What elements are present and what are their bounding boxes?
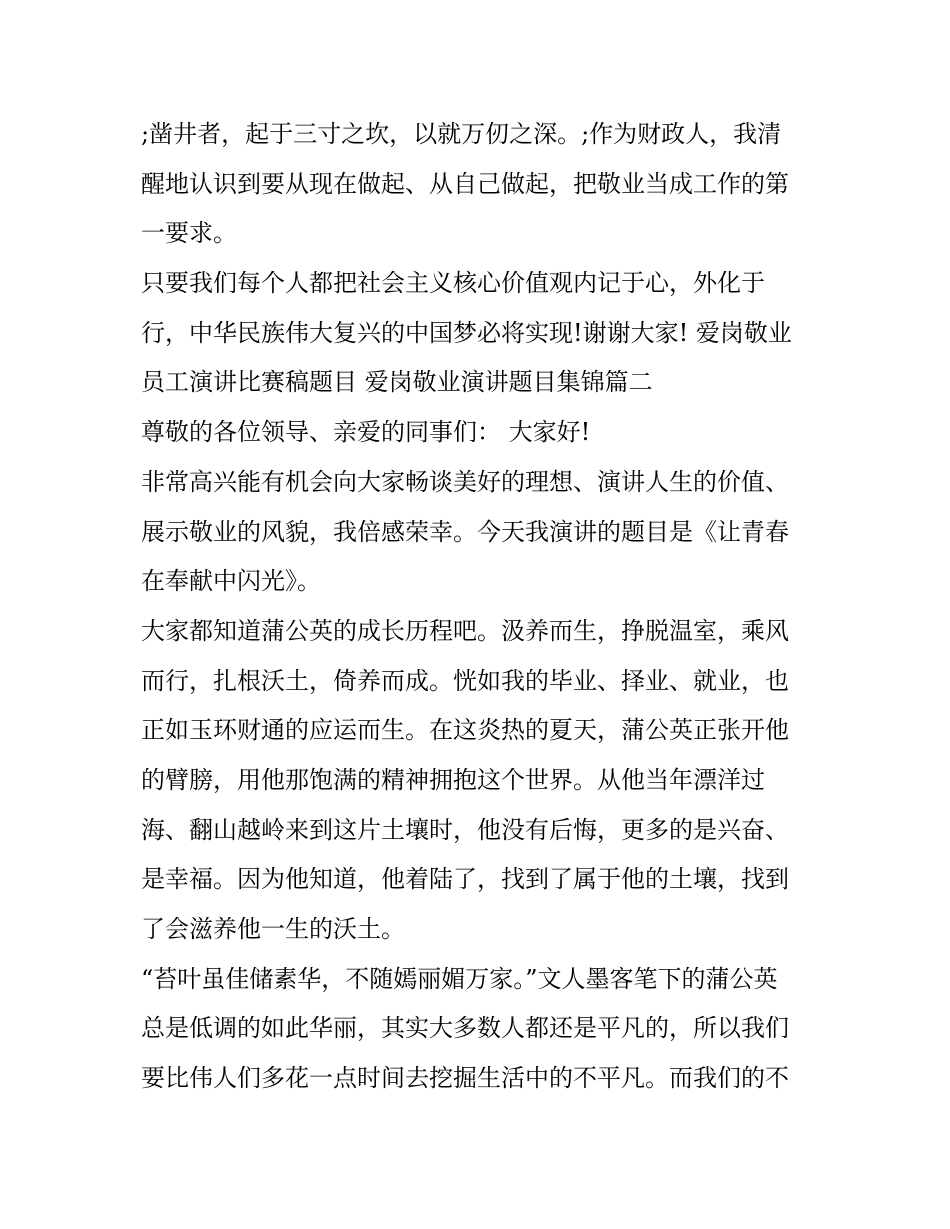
text-line: 了会滋养他一生的沃土。 bbox=[141, 915, 405, 943]
text-line: 海、翻山越岭来到这片土壤时，他没有后悔，更多的是兴奋、 bbox=[141, 815, 789, 844]
text-line: 总是低调的如此华丽，其实大多数人都还是平凡的，所以我们 bbox=[141, 1014, 789, 1043]
text-line: 正如玉环财通的应运而生。在这炎热的夏天，蒲公英正张开他 bbox=[141, 716, 789, 745]
text-line: 员工演讲比赛稿题目 爱岗敬业演讲题目集锦篇二 bbox=[141, 368, 653, 397]
text-line: 在奉献中闪光》。 bbox=[141, 567, 321, 596]
text-line: 而行，扎根沃土，倚养而成。恍如我的毕业、择业、就业，也 bbox=[141, 666, 789, 695]
text-line: 展示敬业的风貌，我倍感荣幸。今天我演讲的题目是《让青春 bbox=[141, 517, 789, 546]
text-line: 非常高兴能有机会向大家畅谈美好的理想、演讲人生的价值、 bbox=[141, 467, 789, 496]
text-line: ;凿井者，起于三寸之坎，以就万仞之深。;作为财政人，我清 bbox=[141, 120, 782, 148]
text-line: 要比伟人们多花一点时间去挖掘生活中的不平凡。而我们的不 bbox=[141, 1064, 789, 1093]
text-line: 是幸福。因为他知道，他着陆了，找到了属于他的土壤，找到 bbox=[141, 865, 789, 894]
text-line: “苔叶虽佳储素华，不随嫣丽媚万家。”文人墨客笔下的蒲公英 bbox=[141, 964, 778, 993]
text-line: 的臂膀，用他那饱满的精神拥抱这个世界。从他当年漂洋过 bbox=[141, 765, 765, 794]
text-line: 一要求。 bbox=[141, 219, 237, 248]
body-text bbox=[141, 110, 821, 1104]
text-line: 尊敬的各位领导、亲爱的同事们： 大家好! bbox=[141, 418, 591, 447]
text-line: 醒地认识到要从现在做起、从自己做起，把敬业当成工作的第 bbox=[141, 169, 789, 198]
text-line: 大家都知道蒲公英的成长历程吧。汲养而生，挣脱温室，乘风 bbox=[141, 616, 789, 645]
text-line: 行，中华民族伟大复兴的中国梦必将实现!谢谢大家! 爱岗敬业 bbox=[141, 318, 792, 347]
text-line: 只要我们每个人都把社会主义核心价值观内记于心，外化于 bbox=[141, 269, 765, 298]
